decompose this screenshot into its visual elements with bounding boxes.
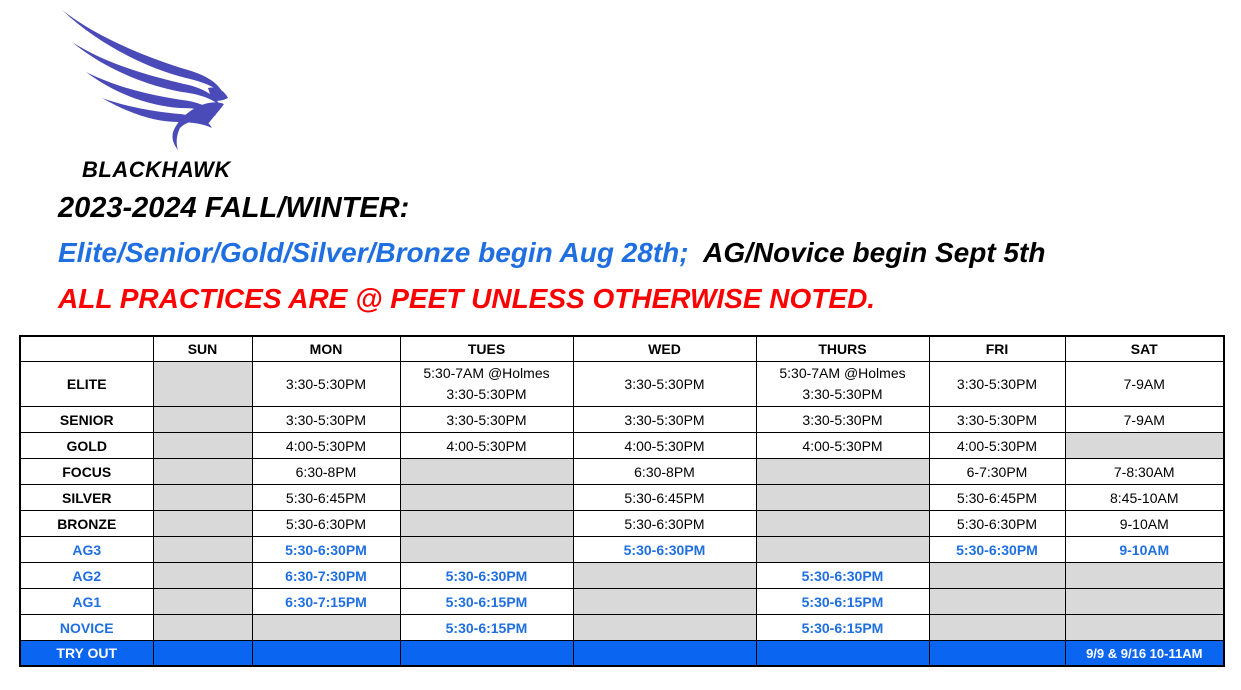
table-row (20, 615, 1224, 641)
practice-cell: 4:00-5:30PM (756, 433, 929, 459)
practice-cell (756, 511, 929, 537)
header-corner (20, 336, 153, 362)
practice-cell (153, 433, 252, 459)
table-row (20, 485, 1224, 511)
practice-cell (756, 459, 929, 485)
start-dates (58, 237, 1045, 269)
practice-cell: 5:30-6:30PM (929, 537, 1065, 563)
practice-cell: 5:30-6:30PM (252, 511, 400, 537)
group-label: AG2 (20, 563, 153, 589)
practice-cell (929, 589, 1065, 615)
practice-cell (153, 615, 252, 641)
practice-cell: 4:00-5:30PM (929, 433, 1065, 459)
practice-cell: 3:30-5:30PM (252, 407, 400, 433)
practice-cell (929, 615, 1065, 641)
group-label: SILVER (20, 485, 153, 511)
table-row (20, 362, 1224, 407)
table-row (20, 433, 1224, 459)
practice-cell: 3:30-5:30PM (573, 407, 756, 433)
practice-time: 5:30-7AM @Holmes (779, 365, 906, 381)
practice-cell: 6:30-8PM (573, 459, 756, 485)
table-row (20, 459, 1224, 485)
practice-cell: 5:30-6:30PM (252, 537, 400, 563)
practice-cell (573, 589, 756, 615)
practice-cell: 5:30-6:45PM (929, 485, 1065, 511)
practice-cell (573, 563, 756, 589)
practice-cell (153, 537, 252, 563)
tryout-empty-cell (929, 641, 1065, 667)
practice-cell: 3:30-5:30PM (252, 362, 400, 407)
practice-cell (153, 589, 252, 615)
group-label: AG1 (20, 589, 153, 615)
header-thurs: THURS (756, 336, 929, 362)
practice-cell (153, 485, 252, 511)
season-title: 2023-2024 FALL/WINTER: (58, 192, 410, 224)
practice-cell (153, 511, 252, 537)
practice-cell: 5:30-6:30PM (756, 563, 929, 589)
practice-cell: 5:30-6:45PM (252, 485, 400, 511)
practice-cell: 3:30-5:30PM (929, 362, 1065, 407)
practice-cell: 5:30-6:30PM (400, 563, 573, 589)
practice-cell: 3:30-5:30PM (929, 407, 1065, 433)
group-label: FOCUS (20, 459, 153, 485)
header-sat: SAT (1065, 336, 1224, 362)
practice-time: 5:30-7AM @Holmes (423, 365, 550, 381)
header-wed: WED (573, 336, 756, 362)
practice-cell: 6:30-7:30PM (252, 563, 400, 589)
tryout-empty-cell (252, 641, 400, 667)
practice-cell: 5:30-6:30PM (573, 511, 756, 537)
table-row (20, 537, 1224, 563)
practice-cell: 5:30-6:15PM (756, 615, 929, 641)
tryout-sat-time: 9/9 & 9/16 10-11AM (1065, 641, 1224, 667)
group-label: BRONZE (20, 511, 153, 537)
practice-cell: 4:00-5:30PM (400, 433, 573, 459)
practice-cell: 7-9AM (1065, 407, 1224, 433)
practice-cell: 5:30-6:30PM (573, 537, 756, 563)
practice-cell: 6-7:30PM (929, 459, 1065, 485)
practice-cell (929, 563, 1065, 589)
practice-cell (153, 563, 252, 589)
practice-cell (400, 537, 573, 563)
practice-cell (400, 511, 573, 537)
practice-cell (756, 362, 929, 407)
practice-cell: 6:30-8PM (252, 459, 400, 485)
practice-cell: 5:30-6:15PM (400, 615, 573, 641)
practice-time-second: 3:30-5:30PM (802, 386, 883, 402)
header-mon: MON (252, 336, 400, 362)
practice-cell: 9-10AM (1065, 537, 1224, 563)
table-row (20, 563, 1224, 589)
practice-cell (400, 362, 573, 407)
header-fri: FRI (929, 336, 1065, 362)
tryout-label: TRY OUT (20, 641, 153, 667)
group-label: ELITE (20, 362, 153, 407)
group-label: NOVICE (20, 615, 153, 641)
practice-cell (573, 615, 756, 641)
practice-cell (1065, 433, 1224, 459)
practice-cell: 3:30-5:30PM (573, 362, 756, 407)
tryout-empty-cell (400, 641, 573, 667)
practice-cell: 6:30-7:15PM (252, 589, 400, 615)
table-row (20, 407, 1224, 433)
practice-schedule-table (19, 335, 1225, 667)
practice-cell: 9-10AM (1065, 511, 1224, 537)
practice-cell: 5:30-6:30PM (929, 511, 1065, 537)
practice-cell: 7-8:30AM (1065, 459, 1224, 485)
practice-cell (1065, 563, 1224, 589)
practice-time-second: 3:30-5:30PM (446, 386, 527, 402)
practice-cell (252, 615, 400, 641)
practice-cell: 4:00-5:30PM (573, 433, 756, 459)
practice-cell: 7-9AM (1065, 362, 1224, 407)
practice-cell (400, 459, 573, 485)
brand-name: BLACKHAWK (82, 157, 231, 182)
practice-cell: 4:00-5:30PM (252, 433, 400, 459)
practice-cell (1065, 615, 1224, 641)
practice-cell: 5:30-6:15PM (400, 589, 573, 615)
table-row (20, 511, 1224, 537)
practice-cell (1065, 589, 1224, 615)
group-label: GOLD (20, 433, 153, 459)
practice-cell (756, 537, 929, 563)
practice-cell (400, 485, 573, 511)
practice-cell: 3:30-5:30PM (400, 407, 573, 433)
practice-cell: 3:30-5:30PM (756, 407, 929, 433)
practice-cell (153, 459, 252, 485)
practice-cell (153, 362, 252, 407)
start-dates-competitive: Elite/Senior/Gold/Silver/Bronze begin Aug 28th; (58, 237, 689, 268)
table-row (20, 589, 1224, 615)
header-tues: TUES (400, 336, 573, 362)
practice-cell (153, 407, 252, 433)
practice-cell: 8:45-10AM (1065, 485, 1224, 511)
table-header-row (20, 336, 1224, 362)
location-notice: ALL PRACTICES ARE @ PEET UNLESS OTHERWISE NOTED. (58, 283, 876, 314)
group-label: SENIOR (20, 407, 153, 433)
tryout-empty-cell (573, 641, 756, 667)
tryout-row (20, 641, 1224, 667)
practice-cell: 5:30-6:45PM (573, 485, 756, 511)
tryout-empty-cell (756, 641, 929, 667)
start-dates-ag-novice: AG/Novice begin Sept 5th (703, 237, 1046, 268)
practice-cell (756, 485, 929, 511)
header-sun: SUN (153, 336, 252, 362)
practice-cell: 5:30-6:15PM (756, 589, 929, 615)
group-label: AG3 (20, 537, 153, 563)
tryout-empty-cell (153, 641, 252, 667)
